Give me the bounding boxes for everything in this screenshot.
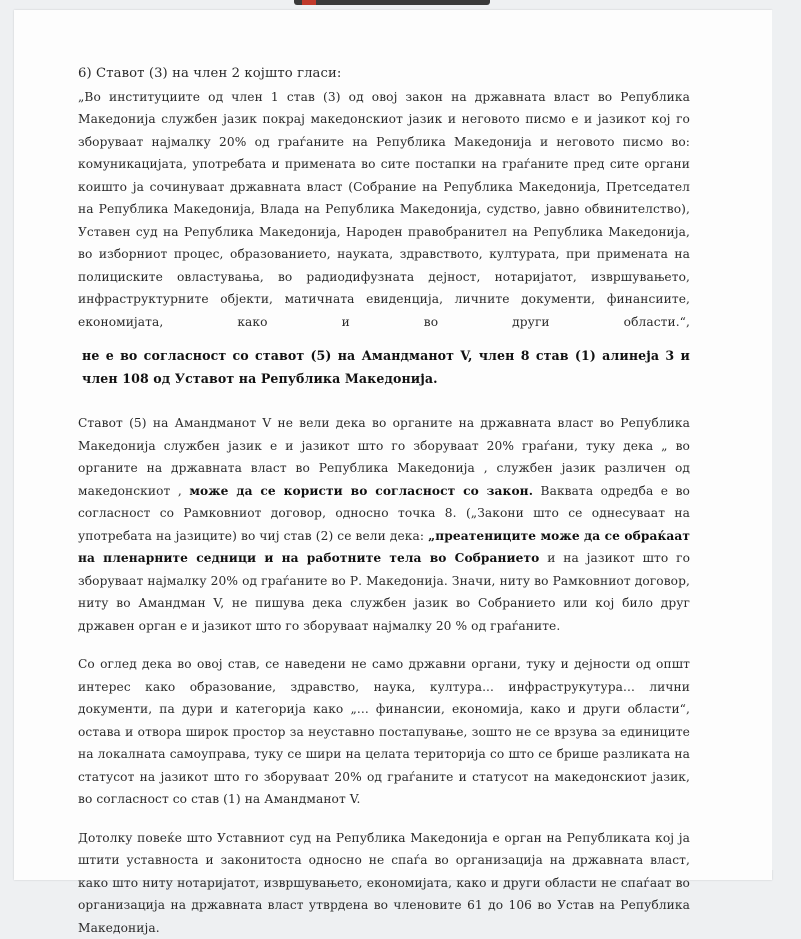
paragraph-amendment-v (78, 412, 690, 637)
spacer (78, 333, 690, 345)
paragraph-scope: Со оглед дека во овој став, се наведени не само државни органи, туку и дејности од општ интерес како образование, здравство, наука, култура... инфраструкутура... лични документи, па дури и категорија како „... финансии, економија, како и други области“, остава и отвора широк простор за неуставно постапување, зошто не се врзува за единиците на локалната самоуправа, туку се шири на целата територија со што се брише разликата на статусот на јазикот што го зборуваат 20% од граѓаните и статусот на македонскиот јазик, во согласност со став (1) на Амандманот V. (78, 653, 690, 811)
paragraph-text: Ставот (5) на Амандманот V не вели дека во органите на државната власт во Република Македонија службен јазик е и јазикот што го зборуваат 20% граѓани, туку дека „ во органите на државната власт во Република Македонија , службен јазик различен од македонскиот , (78, 416, 690, 498)
section-heading: 6) Ставот (3) на член 2 којшто гласи: (78, 63, 690, 86)
viewer-margin (772, 10, 801, 870)
spacer (78, 390, 690, 412)
spacer (78, 637, 690, 653)
quoted-article-text: „Во институциите од член 1 став (3) од овој закон на државната власт во Република Македонија службен јазик покрај македонскиот јазик и неговото писмо е и јазикот кој го зборуваат најмалку 20% од граѓаните на Република Македонија и неговото писмо во: комуникацијата, употребата и примената во сите постапки на граѓаните пред сите органи коишто ја сочинуваат државната власт (Собрание на Република Македонија, Претседател на Република Македонија, Влада на Република Македонија, судство, јавно обвинителство), Уставен суд на Република Македонија, Народен правобранител на Република Македонија, во изборниот процес, образованието, науката, здравството, културата, при примената на полициските овластувања, во радиодифузната дејност, нотаријатот, извршувањето, инфраструктурните објекти, матичната евиденција, личните документи, финансиите, економијата, како и во други области.“, (78, 86, 690, 334)
ruling-statement: не е во согласност со ставот (5) на Амандманот V, член 8 став (1) алинеја 3 и член 108 од Уставот на Република Македонија. (78, 345, 690, 390)
paragraph-text: Ваквата одредба е во согласност со Рамковниот договор, односно точка 8. („Закони што се однесуваат на употребата на јазиците) во чиј став (2) се вели дека: (78, 484, 690, 543)
spacer (78, 811, 690, 827)
viewer-toolbar[interactable] (294, 0, 490, 5)
bold-quote: „преатениците може да се обраќаат на пленарните седници и на работните тела во Собранието (78, 529, 690, 566)
toolbar-red-marker (302, 0, 316, 5)
bold-phrase: може да се користи во согласност со закон. (189, 484, 533, 498)
paragraph-constitutional-court: Дотолку повеќе што Уставниот суд на Република Македонија е орган на Републиката кој ја штити уставноста и законитоста односно не спаѓа во организација на државната власт, како што ниту нотаријатот, извршувањето, економијата, како и други области не спаѓаат во организација на државната власт утврдена во членовите 61 до 106 во Устав на Република Македонија. (78, 827, 690, 939)
paragraph-text: и на јазикот што го зборуваат најмалку 20% од граѓаните во Р. Македонија. Значи, ниту во Рамковниот договор, ниту во Амандман V, не пишува дека службен јазик во Собранието или кој било друг државен орган е и јазикот што го зборуваат најмалку 20 % од граѓаните. (78, 551, 690, 633)
document-content (78, 63, 690, 939)
